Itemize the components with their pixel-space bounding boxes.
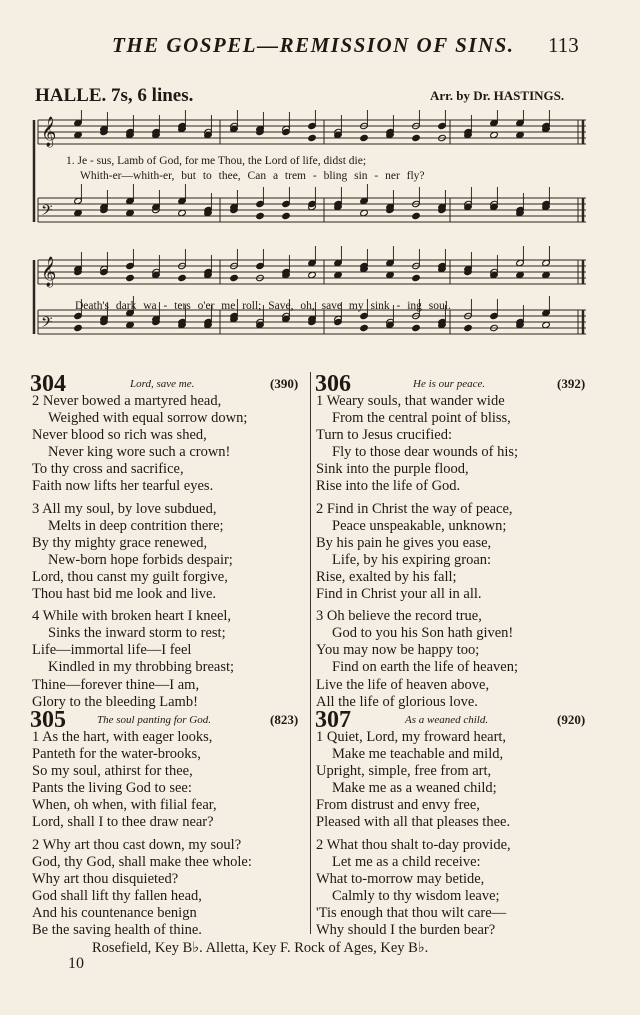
verse-line: To thy cross and sacrifice,	[32, 461, 184, 478]
bass-clef-icon: 𝄢	[41, 314, 53, 335]
verse-line: 2 Find in Christ the way of peace,	[316, 500, 513, 517]
hymn-text	[32, 393, 247, 711]
verse-line: By thy mighty grace renewed,	[32, 534, 208, 551]
verse-line: When, oh when, with filial fear,	[32, 797, 217, 814]
tune-arranger: Arr. by Dr. HASTINGS.	[430, 88, 565, 103]
column-divider	[310, 372, 311, 934]
verse-line: Rise, exalted by his fall;	[316, 568, 457, 585]
verse-line: 1 Weary souls, that wander wide	[316, 393, 505, 409]
music-score	[30, 110, 595, 365]
verse-line: Never king wore such a crown!	[48, 444, 231, 461]
verse-line: Live the life of heaven above,	[316, 676, 490, 693]
page-number: 113	[548, 33, 579, 57]
note-head	[464, 324, 473, 331]
hymn-text	[316, 393, 518, 711]
hymn-number: 306	[315, 371, 351, 397]
note-head	[412, 212, 421, 219]
bass-clef-icon: 𝄢	[41, 202, 53, 223]
verse-line: Weighed with equal sorrow down;	[48, 410, 248, 427]
hymn-reference: (390)	[270, 376, 299, 391]
verse-line: 'Tis enough that thou wilt care—	[316, 904, 507, 921]
verse-line: Sinks the inward storm to rest;	[48, 625, 226, 642]
lyric-line: Whith-er—whith-er, but to thee, Can a trem - bling sin - ner fly?	[80, 170, 425, 182]
verse-line: Glory to the bleeding Lamb!	[32, 693, 198, 710]
verse-line: Faith now lifts her tearful eyes.	[32, 478, 214, 495]
alternate-tunes: Rosefield, Key B♭. Alletta, Key F. Rock of Ages, Key B♭.	[92, 940, 429, 956]
verse-line: Make me as a weaned child;	[332, 780, 497, 797]
note-head	[282, 212, 291, 219]
verse-line: You may now be happy too;	[316, 642, 480, 659]
verse-line: 2 What thou shalt to-day provide,	[316, 836, 511, 853]
note-head	[412, 324, 421, 331]
note-head	[74, 324, 83, 331]
verse-line: 3 All my soul, by love subdued,	[32, 500, 217, 517]
verse-line: Find on earth the life of heaven;	[332, 659, 519, 676]
hymn-number: 304	[30, 371, 66, 397]
verse-line: And his countenance benign	[32, 904, 197, 921]
verse-line: From the central point of bliss,	[332, 410, 511, 427]
verse-line: 2 Never bowed a martyred head,	[32, 393, 222, 409]
hymn-text	[32, 729, 252, 939]
hymn-reference: (920)	[557, 712, 586, 727]
verse-line: Never blood so rich was shed,	[32, 427, 207, 444]
note-head	[308, 134, 317, 141]
verse-line: Let me as a child receive:	[332, 853, 481, 870]
tune-name: HALLE. 7s, 6 lines.	[35, 85, 194, 106]
hymn-title: Lord, save me.	[130, 378, 195, 390]
verse-line: Fly to those dear wounds of his;	[332, 444, 519, 461]
verse-line: Life—immortal life—I feel	[32, 642, 192, 659]
verse-line: All the life of glorious love.	[316, 693, 478, 710]
verse-line: Panteth for the water-brooks,	[32, 746, 201, 763]
verse-line: Melts in deep contrition there;	[48, 517, 224, 534]
verse-line: Peace unspeakable, unknown;	[332, 517, 507, 534]
note-head	[360, 324, 369, 331]
verse-line: God to you his Son hath given!	[332, 625, 514, 642]
note-head	[126, 274, 135, 281]
verse-line: So my soul, athirst for thee,	[32, 763, 193, 780]
hymn-reference: (823)	[270, 712, 299, 727]
hymn-title: The soul panting for God.	[97, 714, 211, 726]
verse-line: Pleased with all that pleases thee.	[316, 814, 511, 831]
verse-line: Lord, shall I to thee draw near?	[32, 814, 214, 831]
note-head	[360, 134, 369, 141]
hymn-number: 305	[30, 707, 66, 733]
verse-line: God shall lift thy fallen head,	[32, 887, 202, 904]
verse-line: Life, by his expiring groan:	[332, 551, 492, 568]
treble-clef-icon: 𝄞	[41, 117, 57, 147]
verse-line: 1 As the hart, with eager looks,	[32, 729, 213, 745]
verse-line: Turn to Jesus crucified:	[316, 427, 452, 444]
note-head	[230, 274, 239, 281]
verse-line: 3 Oh believe the record true,	[316, 608, 482, 625]
running-head: THE GOSPEL—REMISSION OF SINS.	[112, 33, 515, 57]
verse-line: What to-morrow may betide,	[316, 870, 485, 887]
verse-line: Calmly to thy wisdom leave;	[332, 887, 500, 904]
lyric-line: 1. Je - sus, Lamb of God, for me Thou, the Lord of life, didst die;	[66, 155, 367, 167]
verse-line: Be the saving health of thine.	[32, 922, 202, 939]
lyric-line: Death's dark wa - ters o'er me roll; Save, oh, save my sink - ing soul.	[75, 300, 451, 312]
treble-clef-icon: 𝄞	[41, 257, 57, 287]
verse-line: Make me teachable and mild,	[332, 746, 504, 763]
verse-line: Upright, simple, free from art,	[316, 763, 492, 780]
hymn-title: As a weaned child.	[405, 714, 489, 726]
verse-line: Pants the living God to see:	[32, 780, 192, 797]
hymn-title: He is our peace.	[413, 378, 486, 390]
verse-line: From distrust and envy free,	[316, 797, 480, 814]
verse-line: God, thy God, shall make thee whole:	[32, 853, 252, 870]
note-head	[412, 134, 421, 141]
note-head	[178, 274, 187, 281]
verse-line: 1 Quiet, Lord, my froward heart,	[316, 729, 507, 745]
hymn-reference: (392)	[557, 376, 586, 391]
hymn-number: 307	[315, 707, 351, 733]
verse-line: Kindled in my throbbing breast;	[48, 659, 235, 676]
verse-line: New-born hope forbids despair;	[48, 551, 233, 568]
verse-line: Why should I the burden bear?	[316, 922, 496, 939]
note-head	[256, 212, 265, 219]
verse-line: By his pain he gives you ease,	[316, 534, 492, 551]
verse-line: Find in Christ your all in all.	[316, 586, 482, 603]
verse-line: Lord, thou canst my guilt forgive,	[32, 568, 228, 585]
verse-line: 2 Why art thou cast down, my soul?	[32, 836, 242, 853]
verse-line: Why art thou disquieted?	[32, 870, 179, 887]
verse-line: Rise into the life of God.	[316, 478, 461, 495]
note-head	[412, 274, 421, 281]
verse-line: Sink into the purple flood,	[316, 461, 469, 478]
verse-line: Thou hast bid me look and live.	[32, 586, 217, 603]
verse-line: Thine—forever thine—I am,	[32, 676, 200, 693]
hymn-text	[316, 729, 511, 939]
verse-line: 4 While with broken heart I kneel,	[32, 608, 232, 625]
signature-mark: 10	[68, 955, 84, 972]
